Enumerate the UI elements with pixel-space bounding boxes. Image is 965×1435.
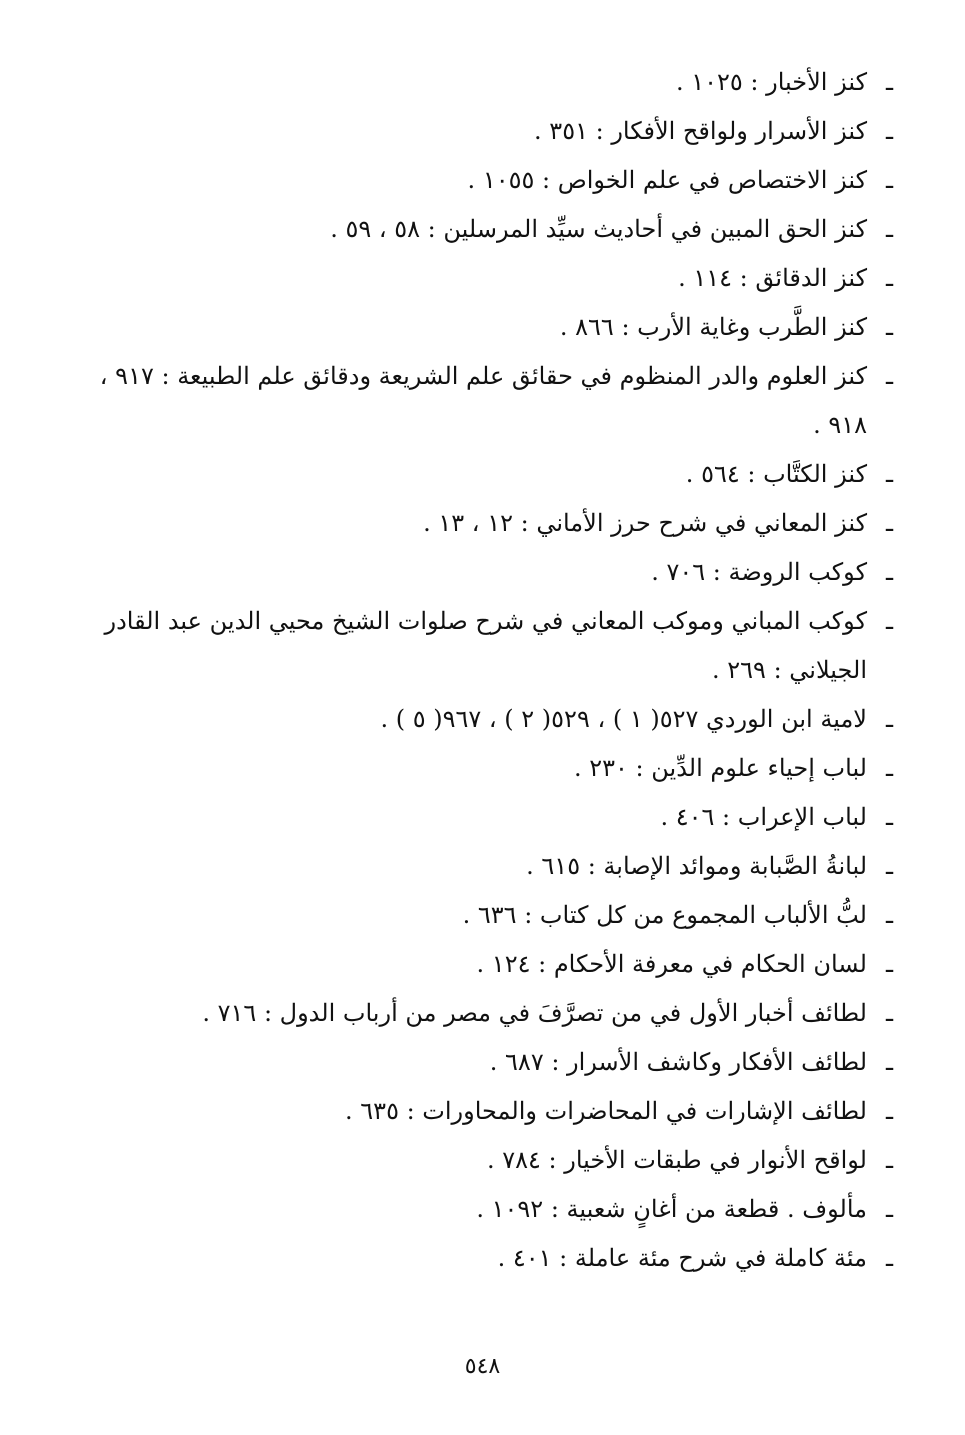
entry-text: كنز الطَّرب وغاية الأرب : ٨٦٦ .	[559, 313, 867, 341]
entry-dash: ـ	[885, 999, 893, 1027]
index-entry	[93, 940, 893, 989]
index-entry	[93, 744, 893, 793]
index-entry	[93, 695, 893, 744]
entry-dash: ـ	[885, 215, 893, 243]
index-list	[93, 58, 893, 1283]
index-entry	[93, 107, 893, 156]
entry-text: كوكب الروضة : ٧٠٦ .	[651, 558, 867, 586]
index-entry	[93, 156, 893, 205]
entry-text: كنز الأسرار ولواقح الأفكار : ٣٥١ .	[534, 117, 867, 145]
entry-text: لباب إحياء علوم الدِّين : ٢٣٠ .	[573, 754, 867, 782]
index-entry	[93, 303, 893, 352]
entry-dash: ـ	[885, 460, 893, 488]
entry-text: كنز الكتَّاب : ٥٦٤ .	[685, 460, 867, 488]
entry-text: كنز المعاني في شرح حرز الأماني : ١٢ ، ١٣ .	[423, 509, 867, 537]
entry-text: كنز الدقائق : ١١٤ .	[678, 264, 867, 292]
index-entry	[93, 352, 893, 450]
entry-dash: ـ	[885, 754, 893, 782]
entry-text: لبُّ الألباب المجموع من كل كتاب : ٦٣٦ .	[462, 901, 867, 929]
index-entry	[93, 254, 893, 303]
entry-dash: ـ	[885, 117, 893, 145]
index-entry	[93, 989, 893, 1038]
entry-text: كوكب المباني وموكب المعاني في شرح صلوات الشيخ محيي الدين عبد القادر الجيلاني : ٢٦٩ .	[104, 607, 867, 684]
entry-dash: ـ	[885, 509, 893, 537]
entry-text: لباب الإعراب : ٤٠٦ .	[660, 803, 867, 831]
entry-dash: ـ	[885, 950, 893, 978]
entry-dash: ـ	[885, 803, 893, 831]
entry-text: لطائف الإشارات في المحاضرات والمحاورات : ٦٣٥ .	[345, 1097, 867, 1125]
entry-dash: ـ	[885, 1244, 893, 1272]
entry-dash: ـ	[885, 852, 893, 880]
entry-dash: ـ	[885, 166, 893, 194]
entry-dash: ـ	[885, 362, 893, 390]
entry-text: مألوف . قطعة من أغانٍ شعبية : ١٠٩٢ .	[476, 1195, 867, 1223]
index-entry	[93, 1185, 893, 1234]
index-entry	[93, 597, 893, 695]
entry-text: لامية ابن الوردي ٥٢٧( ١ ) ، ٥٢٩( ٢ ) ، ٩٦٧( ٥ ) .	[380, 705, 867, 733]
entry-dash: ـ	[885, 705, 893, 733]
index-entry	[93, 450, 893, 499]
index-entry	[93, 205, 893, 254]
entry-text: كنز الأخبار : ١٠٢٥ .	[675, 68, 867, 96]
entry-dash: ـ	[885, 558, 893, 586]
index-entry	[93, 1038, 893, 1087]
index-entry	[93, 793, 893, 842]
entry-dash: ـ	[885, 607, 893, 635]
entry-dash: ـ	[885, 313, 893, 341]
index-entry	[93, 842, 893, 891]
entry-dash: ـ	[885, 901, 893, 929]
entry-text: مئة كاملة في شرح مئة عاملة : ٤٠١ .	[497, 1244, 867, 1272]
index-entry	[93, 1087, 893, 1136]
entry-dash: ـ	[885, 1097, 893, 1125]
index-entry	[93, 1136, 893, 1185]
entry-dash: ـ	[885, 1048, 893, 1076]
entry-text: لطائف الأفكار وكاشف الأسرار : ٦٨٧ .	[489, 1048, 867, 1076]
entry-text: لطائف أخبار الأول في من تصرَّفَ في مصر من أرباب الدول : ٧١٦ .	[202, 999, 867, 1027]
entry-text: لسان الحكام في معرفة الأحكام : ١٢٤ .	[476, 950, 867, 978]
index-entry	[93, 1234, 893, 1283]
index-entry	[93, 891, 893, 940]
entry-text: كنز العلوم والدر المنظوم في حقائق علم الشريعة ودقائق علم الطبيعة : ٩١٧ ، ٩١٨ .	[99, 362, 867, 439]
entry-text: لبانةُ الصَّبابة وموائد الإصابة : ٦١٥ .	[526, 852, 867, 880]
entry-dash: ـ	[885, 1195, 893, 1223]
entry-dash: ـ	[885, 264, 893, 292]
entry-dash: ـ	[885, 68, 893, 96]
page-number: ٥٤٨	[464, 1354, 501, 1379]
index-entry	[93, 58, 893, 107]
entry-text: كنز الاختصاص في علم الخواص : ١٠٥٥ .	[467, 166, 867, 194]
entry-text: كنز الحق المبين في أحاديث سيِّد المرسلين : ٥٨ ، ٥٩ .	[330, 215, 867, 243]
index-entry	[93, 548, 893, 597]
entry-text: لواقح الأنوار في طبقات الأخيار : ٧٨٤ .	[486, 1146, 867, 1174]
index-entry	[93, 499, 893, 548]
entry-dash: ـ	[885, 1146, 893, 1174]
